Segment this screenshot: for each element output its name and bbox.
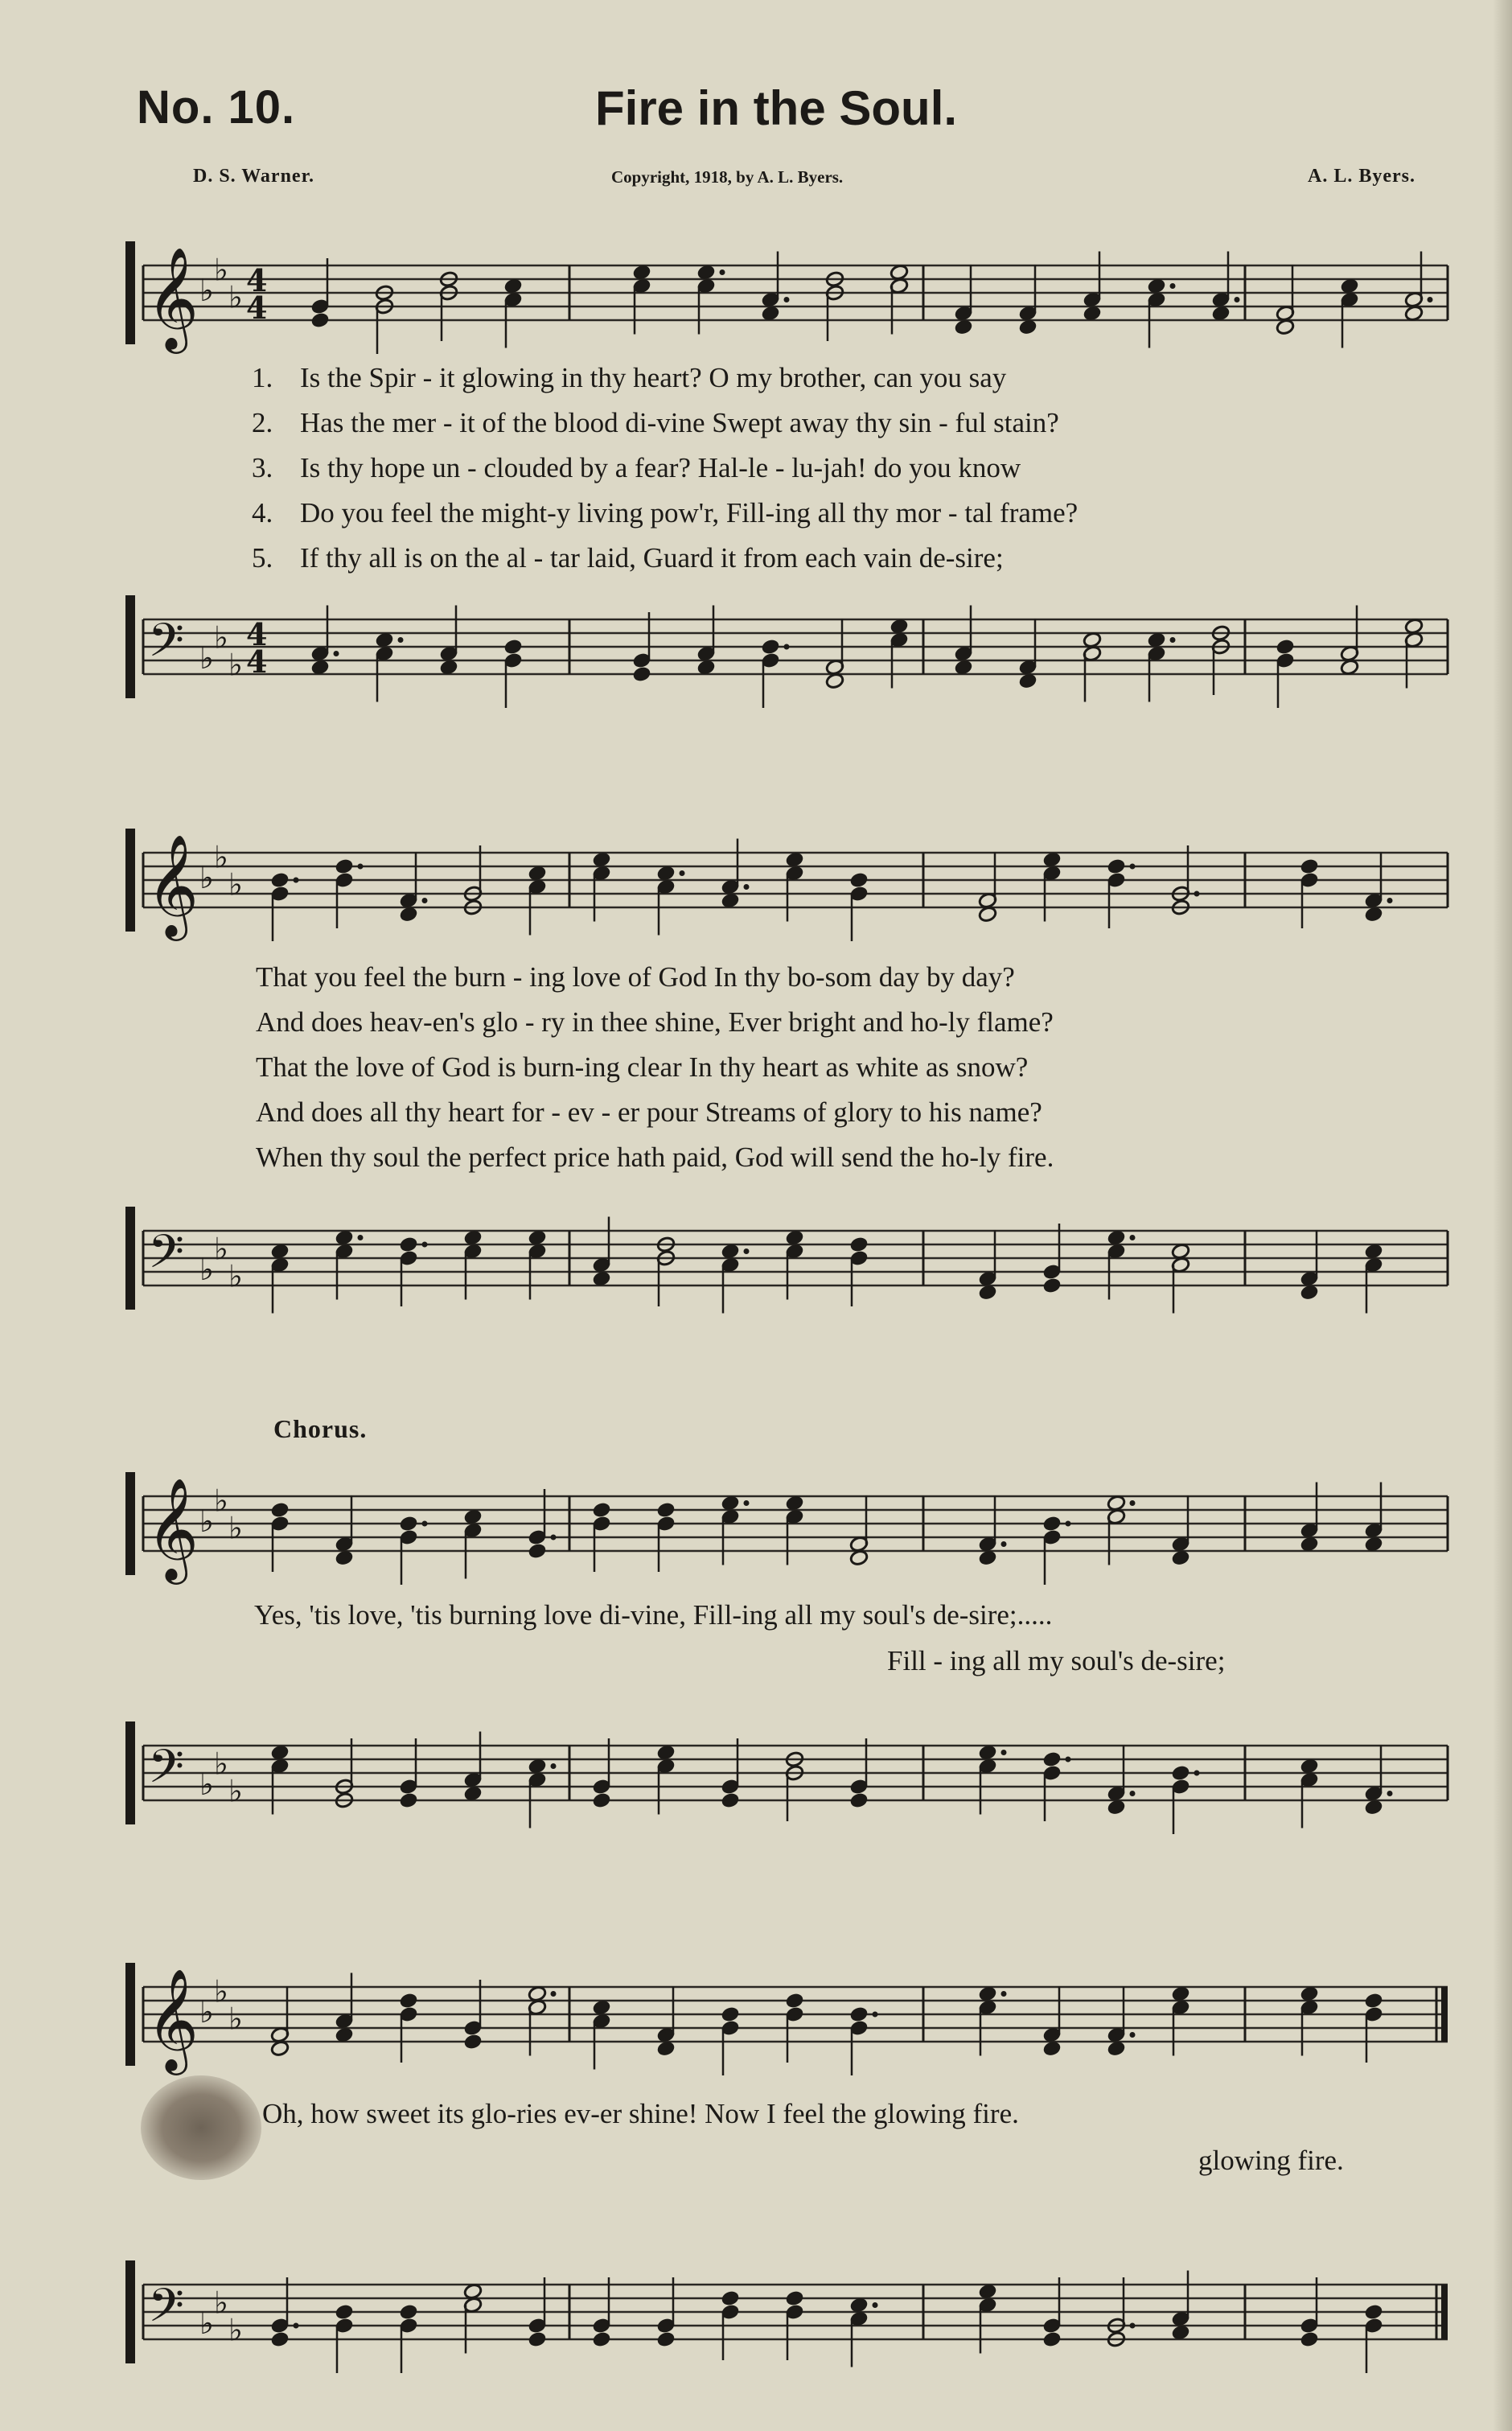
svg-text:♭: ♭ bbox=[228, 1773, 243, 1809]
author-credit: D. S. Warner. bbox=[193, 166, 315, 187]
svg-text:♭: ♭ bbox=[199, 1252, 214, 1287]
verse-text: And does heav-en's glo - ry in thee shine, Ever bright and ho-ly flame? bbox=[256, 1006, 1054, 1038]
page-edge bbox=[1493, 0, 1512, 2431]
svg-text:♭: ♭ bbox=[228, 279, 243, 315]
music-system-4 bbox=[119, 1939, 1454, 2389]
composer-credit: A. L. Byers. bbox=[1308, 166, 1415, 187]
bass-staff-1 bbox=[119, 587, 1454, 708]
verse-number: 2. bbox=[252, 407, 273, 438]
svg-text:4: 4 bbox=[246, 644, 268, 680]
chorus-lyric: Oh, how sweet its glo-ries ev-er shine! Now I feel the glowing fire. bbox=[262, 2098, 1019, 2129]
verse-text: If thy all is on the al - tar laid, Guard it from each vain de-sire; bbox=[300, 542, 1004, 574]
hymn-title: Fire in the Soul. bbox=[595, 81, 958, 135]
svg-text:𝄞: 𝄞 bbox=[146, 246, 199, 349]
svg-text:♭: ♭ bbox=[214, 252, 228, 288]
svg-text:♭: ♭ bbox=[228, 1258, 243, 1294]
chorus-echo-lyric: glowing fire. bbox=[1198, 2145, 1344, 2176]
verse-text: That you feel the burn - ing love of God In thy bo-som day by day? bbox=[256, 961, 1015, 993]
music-system-3 bbox=[119, 1448, 1454, 1850]
svg-text:4: 4 bbox=[246, 616, 268, 652]
svg-text:♭: ♭ bbox=[214, 1746, 228, 1782]
svg-text:𝄢: 𝄢 bbox=[148, 1739, 185, 1805]
svg-text:♭: ♭ bbox=[214, 839, 228, 875]
hymn-number: No. 10. bbox=[137, 81, 296, 134]
svg-text:♭: ♭ bbox=[228, 2312, 243, 2348]
bass-staff-2 bbox=[119, 1199, 1454, 1319]
treble-staff-4 bbox=[119, 1955, 1454, 2075]
svg-text:♭: ♭ bbox=[199, 2306, 214, 2341]
svg-text:♭: ♭ bbox=[199, 1503, 214, 1539]
svg-text:♭: ♭ bbox=[199, 860, 214, 895]
verse-text: Has the mer - it of the blood di-vine Swept away thy sin - ful stain? bbox=[300, 407, 1059, 438]
verse-number: 3. bbox=[252, 452, 273, 483]
svg-text:𝄞: 𝄞 bbox=[146, 833, 199, 936]
ink-stain bbox=[141, 2075, 261, 2180]
svg-text:4: 4 bbox=[246, 290, 268, 326]
svg-text:♭: ♭ bbox=[199, 1767, 214, 1802]
svg-text:♭: ♭ bbox=[228, 1510, 243, 1546]
copyright-notice: Copyright, 1918, by A. L. Byers. bbox=[611, 167, 844, 187]
bass-staff-4 bbox=[119, 2252, 1454, 2373]
svg-text:♭: ♭ bbox=[214, 1231, 228, 1267]
svg-text:♭: ♭ bbox=[214, 1483, 228, 1519]
bass-staff-3 bbox=[119, 1713, 1454, 1834]
svg-text:♭: ♭ bbox=[214, 619, 228, 656]
verse-text: Do you feel the might-y living pow'r, Fill-ing all thy mor - tal frame? bbox=[300, 497, 1079, 529]
treble-staff-3 bbox=[119, 1464, 1454, 1585]
verse-number: 1. bbox=[252, 362, 273, 393]
treble-staff-2 bbox=[119, 821, 1454, 941]
music-system-1 bbox=[119, 217, 1454, 708]
verse-number: 5. bbox=[252, 542, 273, 574]
music-system-2 bbox=[119, 804, 1454, 1319]
chorus-lyric: Yes, 'tis love, 'tis burning love di-vine, Fill-ing all my soul's de-sire;..... bbox=[254, 1599, 1053, 1631]
treble-staff-1 bbox=[119, 233, 1454, 354]
title-row bbox=[137, 80, 1440, 145]
svg-text:4: 4 bbox=[246, 262, 268, 298]
verse-text: That the love of God is burn-ing clear In thy heart as white as snow? bbox=[256, 1051, 1029, 1083]
svg-text:♭: ♭ bbox=[199, 273, 214, 308]
svg-text:♭: ♭ bbox=[214, 1973, 228, 2009]
verse-text: Is thy hope un - clouded by a fear? Hal-le - lu-jah! do you know bbox=[300, 452, 1021, 483]
svg-text:𝄢: 𝄢 bbox=[148, 613, 185, 679]
svg-text:𝄢: 𝄢 bbox=[148, 1224, 185, 1290]
chorus-label: Chorus. bbox=[273, 1414, 368, 1443]
svg-text:♭: ♭ bbox=[228, 866, 243, 903]
svg-text:♭: ♭ bbox=[228, 2001, 243, 2037]
credits-row bbox=[193, 166, 1415, 198]
verse-text: Is the Spir - it glowing in thy heart? O my brother, can you say bbox=[300, 362, 1007, 393]
svg-text:♭: ♭ bbox=[214, 2285, 228, 2321]
svg-text:𝄢: 𝄢 bbox=[148, 2278, 185, 2344]
svg-text:♭: ♭ bbox=[199, 640, 214, 676]
verse-text: And does all thy heart for - ev - er pour Streams of glory to his name? bbox=[256, 1096, 1042, 1128]
verse-text: When thy soul the perfect price hath paid, God will send the ho-ly fire. bbox=[256, 1141, 1054, 1173]
chorus-echo-lyric: Fill - ing all my soul's de-sire; bbox=[887, 1645, 1226, 1676]
svg-text:𝄞: 𝄞 bbox=[146, 1968, 199, 2071]
svg-text:𝄞: 𝄞 bbox=[146, 1477, 199, 1580]
svg-text:♭: ♭ bbox=[199, 1994, 214, 2030]
verse-number: 4. bbox=[252, 497, 273, 529]
svg-text:♭: ♭ bbox=[228, 647, 243, 683]
